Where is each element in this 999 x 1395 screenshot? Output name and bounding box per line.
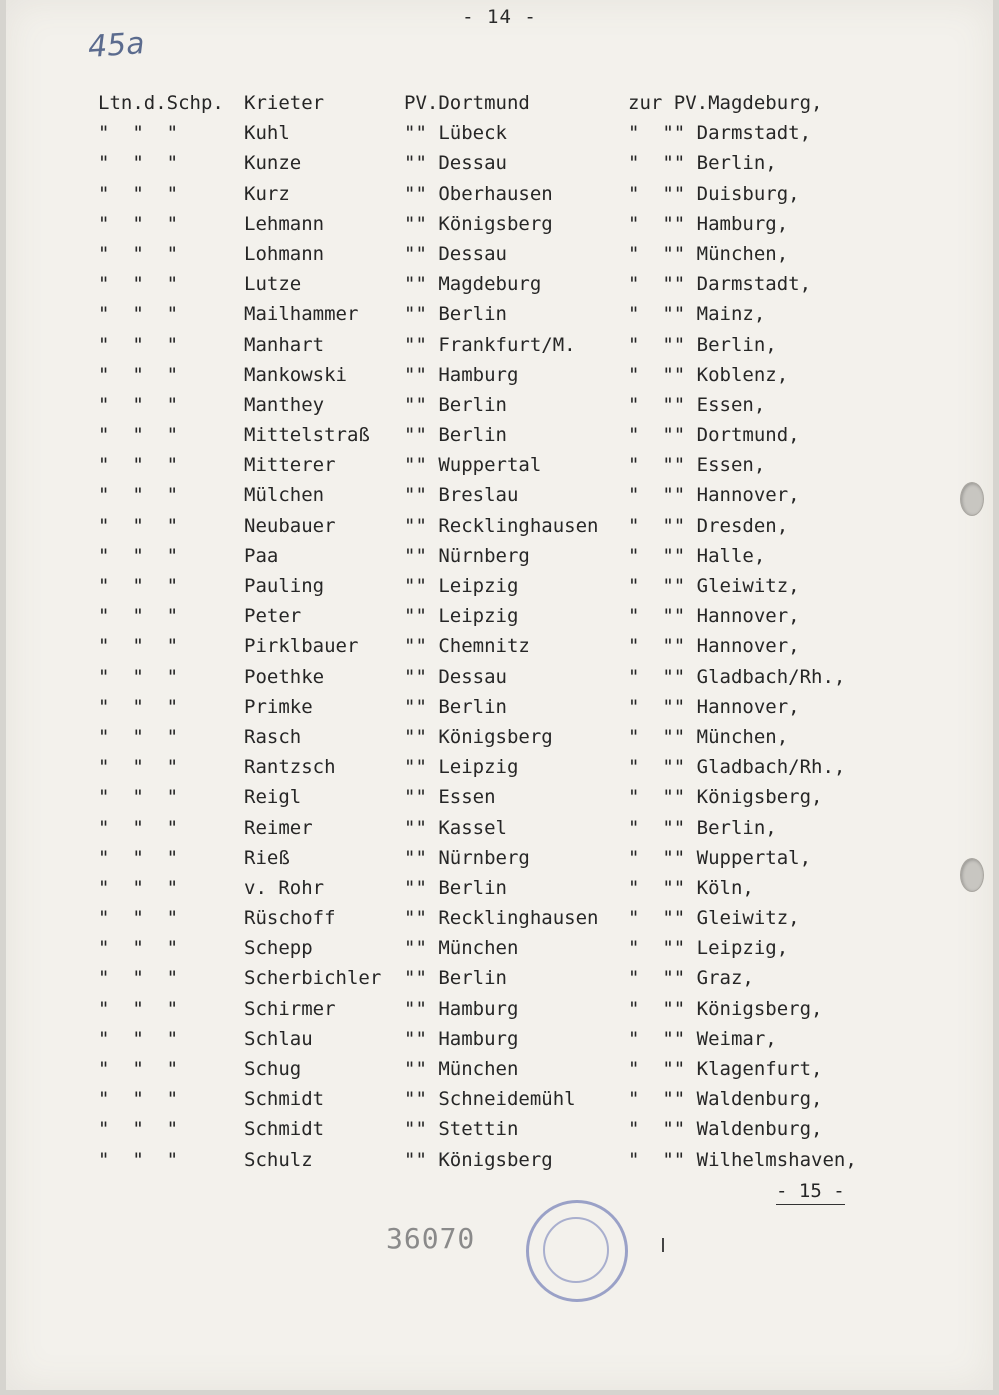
name-cell: Schmidt	[244, 1118, 325, 1141]
name-cell: Poethke	[244, 665, 325, 688]
name-cell: Kuhl	[244, 122, 290, 145]
table-row	[6, 756, 993, 786]
to-cell: " "" Berlin,	[628, 152, 777, 175]
table-row	[6, 666, 993, 696]
rank-cell: " " "	[98, 212, 179, 235]
name-cell: Pirklbauer	[244, 635, 359, 658]
to-cell: " "" Essen,	[628, 393, 766, 416]
to-cell: " "" Halle,	[628, 544, 766, 567]
name-cell: Lutze	[244, 273, 302, 296]
to-cell: " "" Weimar,	[628, 1027, 777, 1050]
name-cell: Mankowski	[244, 363, 347, 386]
rank-cell: " " "	[98, 1118, 179, 1141]
rank-cell: " " "	[98, 575, 179, 597]
from-cell: "" Hamburg	[404, 997, 519, 1020]
from-cell: "" Nürnberg	[404, 846, 530, 869]
rank-cell: " " "	[98, 756, 179, 779]
name-cell: Lehmann	[244, 212, 325, 235]
to-cell: " "" Mainz,	[628, 303, 766, 326]
to-cell: " "" Waldenburg,	[628, 1118, 823, 1141]
from-cell: "" Königsberg	[404, 1148, 553, 1171]
table-row	[6, 515, 993, 545]
table-row	[6, 967, 993, 997]
to-cell: " "" Duisburg,	[628, 182, 800, 205]
rank-cell: " " "	[98, 695, 179, 718]
from-cell: "" Dessau	[404, 152, 507, 175]
to-cell: " "" Graz,	[628, 967, 754, 990]
table-row	[6, 243, 993, 273]
to-cell: " "" Gleiwitz,	[628, 907, 800, 930]
table-row	[6, 1118, 993, 1148]
from-cell: "" Leipzig	[404, 756, 519, 779]
from-cell: "" München	[404, 937, 519, 960]
to-cell: " "" Berlin,	[628, 333, 777, 356]
rank-cell: " " "	[98, 1148, 179, 1171]
from-cell: "" Stettin	[404, 1118, 519, 1141]
to-cell: " "" Hannover,	[628, 484, 800, 507]
table-row	[6, 786, 993, 816]
name-cell: Mittelstraß	[244, 424, 370, 447]
table-row	[6, 575, 993, 605]
from-cell: "" Hamburg	[404, 363, 519, 386]
table-row	[6, 1088, 993, 1118]
table-row	[6, 998, 993, 1028]
to-cell: " "" Köln,	[628, 876, 754, 899]
from-cell: "" Hamburg	[404, 1027, 519, 1050]
rank-cell: " " "	[98, 454, 179, 477]
rank-cell: " " "	[98, 152, 179, 175]
catchword-next-page: - 15 -	[776, 1180, 845, 1202]
rank-cell: " " "	[98, 303, 179, 326]
rank-cell: " " "	[98, 1027, 179, 1050]
name-cell: Mülchen	[244, 484, 325, 507]
table-row	[6, 394, 993, 424]
table-row	[6, 605, 993, 635]
name-cell: Schmidt	[244, 1088, 325, 1111]
to-cell: " "" Berlin,	[628, 816, 777, 839]
name-cell: Krieter	[244, 92, 325, 114]
to-cell: " "" Wilhelmshaven,	[628, 1148, 857, 1171]
table-row	[6, 424, 993, 454]
rank-cell: Ltn.d.Schp.	[98, 92, 224, 114]
table-row	[6, 152, 993, 182]
table-row	[6, 454, 993, 484]
ministry-seal-icon	[526, 1200, 628, 1302]
rank-cell: " " "	[98, 514, 179, 537]
name-cell: Rüschoff	[244, 907, 336, 930]
table-row	[6, 1028, 993, 1058]
to-cell: " "" Waldenburg,	[628, 1088, 823, 1111]
table-row	[6, 907, 993, 937]
to-cell: " "" Gleiwitz,	[628, 575, 800, 597]
document-page	[6, 0, 993, 1390]
name-cell: Schepp	[244, 937, 313, 960]
archive-stamp-number: 36070	[386, 1222, 476, 1255]
from-cell: "" Berlin	[404, 695, 507, 718]
from-cell: "" Magdeburg	[404, 273, 542, 296]
name-cell: Rantzsch	[244, 756, 336, 779]
from-cell: "" Nürnberg	[404, 544, 530, 567]
rank-cell: " " "	[98, 876, 179, 899]
rank-cell: " " "	[98, 1058, 179, 1080]
to-cell: " "" Hannover,	[628, 605, 800, 628]
to-cell: " "" Königsberg,	[628, 786, 823, 809]
rank-cell: " " "	[98, 1088, 179, 1111]
table-row	[6, 364, 993, 394]
from-cell: "" München	[404, 1058, 519, 1080]
rank-cell: " " "	[98, 605, 179, 628]
rows-container	[6, 122, 993, 1179]
from-cell: "" Lübeck	[404, 122, 507, 145]
rank-cell: " " "	[98, 544, 179, 567]
rank-cell: " " "	[98, 393, 179, 416]
table-row	[6, 484, 993, 514]
rank-cell: " " "	[98, 182, 179, 205]
table-row	[6, 334, 993, 364]
punch-hole	[960, 482, 984, 516]
to-cell: " "" Darmstadt,	[628, 273, 812, 296]
to-cell: " "" Königsberg,	[628, 997, 823, 1020]
rank-cell: " " "	[98, 816, 179, 839]
name-cell: Rieß	[244, 846, 290, 869]
from-cell: "" Berlin	[404, 393, 507, 416]
name-cell: Schug	[244, 1058, 302, 1080]
from-cell: "" Berlin	[404, 967, 507, 990]
to-cell: " "" Dortmund,	[628, 424, 800, 447]
name-cell: Pauling	[244, 575, 325, 597]
rank-cell: " " "	[98, 333, 179, 356]
from-cell: PV.Dortmund	[404, 92, 530, 114]
from-cell: "" Leipzig	[404, 605, 519, 628]
from-cell: "" Chemnitz	[404, 635, 530, 658]
name-cell: Mitterer	[244, 454, 336, 477]
table-row	[6, 1149, 993, 1179]
table-row	[6, 303, 993, 333]
from-cell: "" Berlin	[404, 424, 507, 447]
table-row	[6, 545, 993, 575]
table-row	[6, 183, 993, 213]
page-number: - 14 -	[462, 6, 537, 28]
to-cell: " "" Koblenz,	[628, 363, 789, 386]
from-cell: "" Frankfurt/M.	[404, 333, 576, 356]
table-row	[6, 122, 993, 152]
table-row	[6, 726, 993, 756]
table-row	[6, 635, 993, 665]
to-cell: " "" Essen,	[628, 454, 766, 477]
name-cell: Schulz	[244, 1148, 313, 1171]
from-cell: "" Recklinghausen	[404, 907, 599, 930]
rank-cell: " " "	[98, 484, 179, 507]
name-cell: Neubauer	[244, 514, 336, 537]
from-cell: "" Dessau	[404, 665, 507, 688]
name-cell: Kurz	[244, 182, 290, 205]
rank-cell: " " "	[98, 424, 179, 447]
from-cell: "" Berlin	[404, 876, 507, 899]
rank-cell: " " "	[98, 363, 179, 386]
to-cell: " "" Hannover,	[628, 635, 800, 658]
name-cell: Peter	[244, 605, 302, 628]
rank-cell: " " "	[98, 635, 179, 658]
to-cell: " "" Leipzig,	[628, 937, 789, 960]
rank-cell: " " "	[98, 846, 179, 869]
name-cell: Lohmann	[244, 242, 325, 265]
name-cell: Primke	[244, 695, 313, 718]
punch-hole	[960, 858, 984, 892]
to-cell: zur PV.Magdeburg,	[628, 92, 823, 114]
table-row	[6, 213, 993, 243]
name-cell: Reimer	[244, 816, 313, 839]
from-cell: "" Wuppertal	[404, 454, 542, 477]
from-cell: "" Oberhausen	[404, 182, 553, 205]
to-cell: " "" München,	[628, 242, 789, 265]
table-row	[6, 273, 993, 303]
handwritten-archive-mark: 45a	[86, 26, 146, 65]
rank-cell: " " "	[98, 242, 179, 265]
to-cell: " "" Klagenfurt,	[628, 1058, 823, 1080]
from-cell: "" Recklinghausen	[404, 514, 599, 537]
name-cell: v. Rohr	[244, 876, 325, 899]
to-cell: " "" Darmstadt,	[628, 122, 812, 145]
name-cell: Reigl	[244, 786, 302, 809]
name-cell: Rasch	[244, 725, 302, 748]
to-cell: " "" Gladbach/Rh.,	[628, 665, 846, 688]
to-cell: " "" Gladbach/Rh.,	[628, 756, 846, 779]
name-cell: Kunze	[244, 152, 302, 175]
name-cell: Manthey	[244, 393, 325, 416]
table-row	[6, 817, 993, 847]
to-cell: " "" Hannover,	[628, 695, 800, 718]
seal-inner-ring	[543, 1217, 609, 1283]
name-cell: Mailhammer	[244, 303, 359, 326]
to-cell: " "" Wuppertal,	[628, 846, 812, 869]
from-cell: "" Breslau	[404, 484, 519, 507]
from-cell: "" Berlin	[404, 303, 507, 326]
transfer-list	[6, 92, 993, 1179]
rank-cell: " " "	[98, 967, 179, 990]
name-cell: Manhart	[244, 333, 325, 356]
rank-cell: " " "	[98, 725, 179, 748]
rank-cell: " " "	[98, 937, 179, 960]
rank-cell: " " "	[98, 122, 179, 145]
rank-cell: " " "	[98, 786, 179, 809]
from-cell: "" Essen	[404, 786, 496, 809]
from-cell: "" Kassel	[404, 816, 507, 839]
name-cell: Scherbichler	[244, 967, 382, 990]
from-cell: "" Leipzig	[404, 575, 519, 597]
table-row	[6, 937, 993, 967]
header-row	[6, 92, 993, 122]
table-row	[6, 1058, 993, 1088]
table-row	[6, 696, 993, 726]
from-cell: "" Dessau	[404, 242, 507, 265]
from-cell: "" Königsberg	[404, 212, 553, 235]
name-cell: Schlau	[244, 1027, 313, 1050]
rank-cell: " " "	[98, 997, 179, 1020]
rank-cell: " " "	[98, 665, 179, 688]
from-cell: "" Königsberg	[404, 725, 553, 748]
from-cell: "" Schneidemühl	[404, 1088, 576, 1111]
name-cell: Paa	[244, 544, 279, 567]
to-cell: " "" Hamburg,	[628, 212, 789, 235]
name-cell: Schirmer	[244, 997, 336, 1020]
table-row	[6, 877, 993, 907]
pencil-tick-mark	[662, 1238, 664, 1252]
to-cell: " "" München,	[628, 725, 789, 748]
rank-cell: " " "	[98, 273, 179, 296]
to-cell: " "" Dresden,	[628, 514, 789, 537]
table-row	[6, 847, 993, 877]
rank-cell: " " "	[98, 907, 179, 930]
